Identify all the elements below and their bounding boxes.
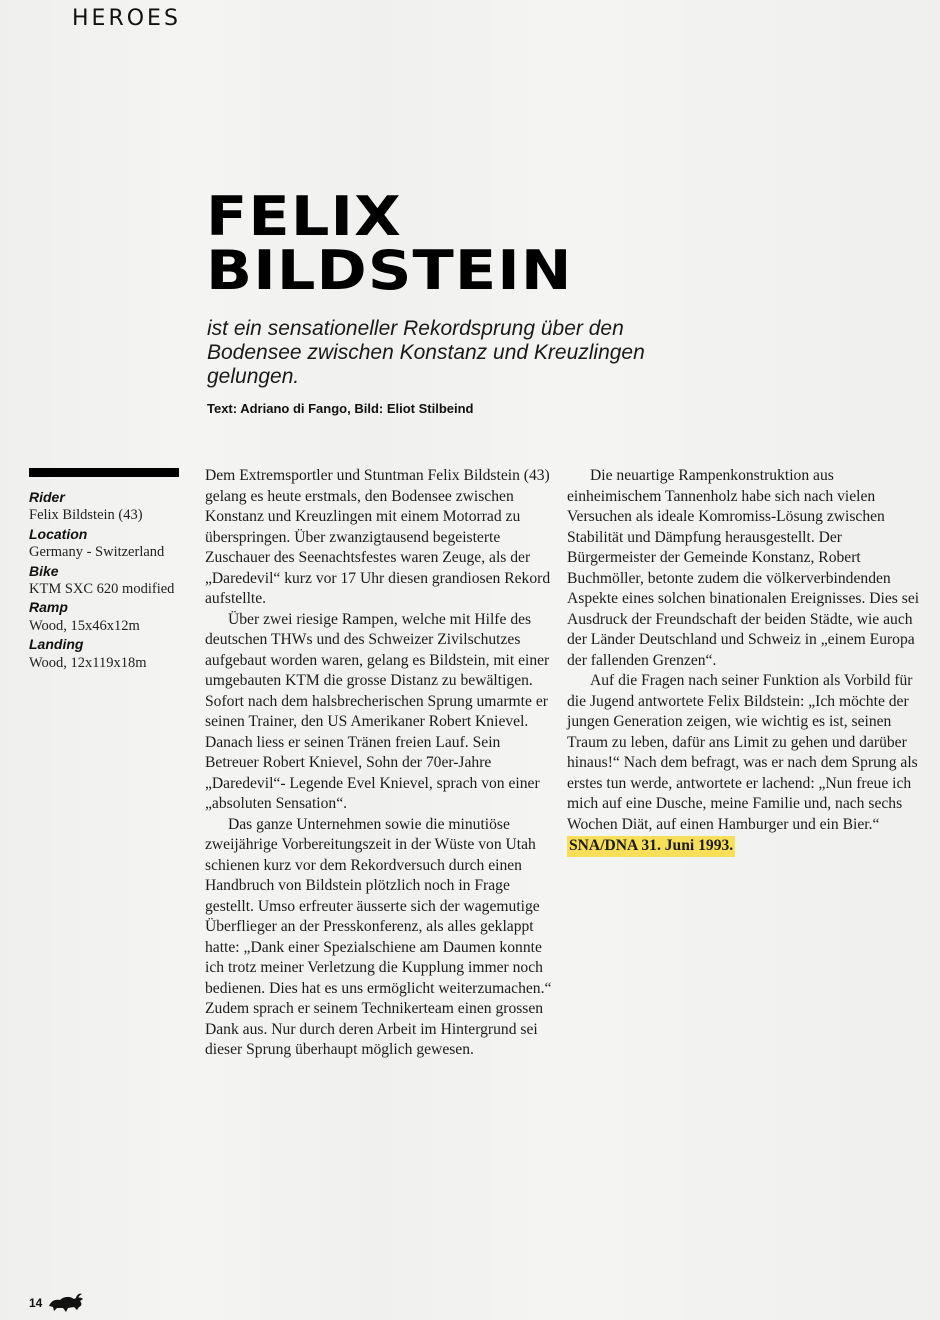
article-paragraph: Das ganze Unternehmen sowie die minutiöse zweijährige Vorbereitungszeit in der Wüste von Utah schienen kurz vor dem Rekordversuch durch einen Handbruch von Bildstein plötzlich noch in Frage gestellt. Umso erfreuter äusserte sich der wagemutige Überflieger an der Presskonferenz, als alles geklappt hatte: „Dank einer Spezialschiene am Daumen konnte ich trotz meiner Verletzung die Kupplung immer noch bedienen. Dies hat es uns ermöglicht weiterzumachen.“ Zudem sprach er seinem Technikerteam einen grossen Dank aus. Nur durch deren Arbeit im Hintergrund sei dieser Sprung überhaupt möglich gewesen. xyxy=(205,815,552,1058)
byline-credit: Text: Adriano di Fango, Bild: Eliot Stilbeind xyxy=(207,401,474,416)
fact-label: Landing xyxy=(29,636,84,653)
article-paragraph: Auf die Fragen nach seiner Funktion als Vorbild für die Jugend antwortete Felix Bildstein: „Ich möchte der jungen Generation zeigen, wie wichtig es ist, seinen Traum zu leben, dafür ans Limit zu gehen und darüber hinaus!“ Nach dem befragt, was er nach dem Sprung als erstes tun werde, antwortete er lachend: „Nun freue ich mich auf eine Dusche, meine Familie und, nach sechs Wochen Diät, auf einen Hamburger und ein Bier.“ xyxy=(567,672,918,833)
article-column-2 xyxy=(567,466,925,857)
source-note: SNA/DNA 31. Juni 1993. xyxy=(567,836,735,857)
headline-line-1: FELIX xyxy=(206,185,402,248)
section-label: HEROES xyxy=(72,6,181,31)
fact-label: Rider xyxy=(29,489,65,505)
fact-label: Bike xyxy=(29,562,59,579)
sidebar-rule xyxy=(29,468,179,477)
fact-value: Germany - Switzerland xyxy=(29,544,165,561)
fact-value: Wood, 15x46x12m xyxy=(29,617,140,634)
headline-line-2: BILDSTEIN xyxy=(206,239,573,302)
article-paragraph: Die neuartige Rampenkonstruktion aus einheimischem Tannenholz habe sich nach vielen Versuchen als ideale Komromiss-Lösung zwischen Stabilität und Dämpfung herausgestellt. Der Bürgermeister der Gemeinde Konstanz, Robert Buchmöller, betonte zudem die völkerverbindenden Aspekte eines solchen binationalen Ereignisses. Dies sei Ausdruck der Freundschaft der beiden Städte, wie auch der Länder Deutschland und Schweiz in „einem Europa der fallenden Grenzen“. xyxy=(567,467,920,669)
headline xyxy=(206,185,573,302)
bull-logo-icon xyxy=(46,1290,86,1314)
article-paragraph: Über zwei riesige Rampen, welche mit Hilfe des deutschen THWs und des Schweizer Zivilschutzes aufgebaut worden waren, gelang es Bildstein, mit einer umgebauten KTM die grosse Distanz zu bewältigen. Sofort nach dem halsbrecherischen Sprung umarmte er seinen Trainer, den US Amerikaner Robert Knievel. Danach liess er seinen Tränen freien Lauf. Sein Betreuer Robert Knievel, Sohn der 70er-Jahre „Daredevil“- Legende Evel Knievel, sprach von einer „absoluten Sensation“. xyxy=(205,610,550,812)
fact-value: Wood, 12x119x18m xyxy=(29,654,147,671)
page-number: 14 xyxy=(29,1296,43,1310)
fact-label: Ramp xyxy=(29,599,68,616)
article-column-1 xyxy=(205,466,557,1061)
fact-value: KTM SXC 620 modified xyxy=(29,581,175,598)
article-paragraph: Dem Extremsportler und Stuntman Felix Bildstein (43) gelang es heute erstmals, den Bodensee zwischen Konstanz und Kreuzlingen mit einem Motorrad zu überspringen. Über zwanzigtausend begeisterte Zuschauer des Seenachtsfestes waren Zeuge, als der „Daredevil“ kurz vor 17 Uhr diesen grandiosen Rekord aufstellte. xyxy=(205,467,551,607)
fact-label: Location xyxy=(29,525,88,542)
fact-box xyxy=(29,488,199,672)
subhead: ist ein sensationeller Rekordsprung über den Bodensee zwischen Konstanz und Kreuzlingen gelungen. xyxy=(207,317,645,388)
fact-value: Felix Bildstein (43) xyxy=(29,507,143,524)
